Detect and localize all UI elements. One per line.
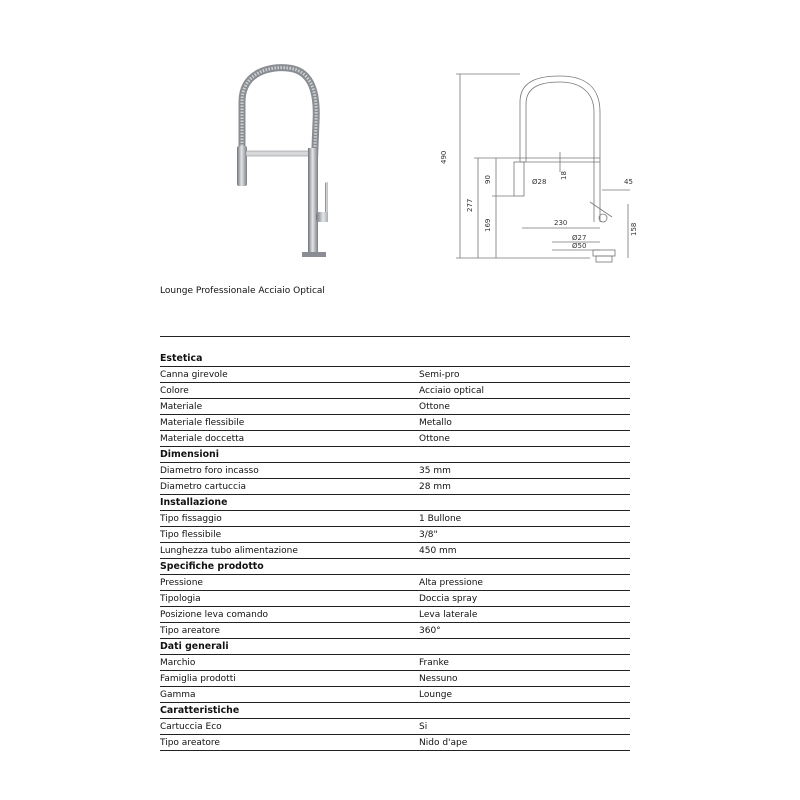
dim-45: 45 — [624, 178, 633, 186]
spec-row — [160, 592, 630, 607]
spec-value: Doccia spray — [419, 594, 478, 604]
dim-277: 277 — [466, 198, 474, 212]
dim-18: 18 — [560, 171, 568, 180]
spec-label: Materiale doccetta — [160, 434, 245, 444]
spec-label: Lunghezza tubo alimentazione — [160, 546, 298, 556]
spec-value: Si — [419, 722, 428, 732]
product-caption: Lounge Professionale Acciaio Optical — [160, 286, 325, 296]
spec-row — [160, 688, 630, 703]
spec-label: Posizione leva comando — [160, 610, 269, 620]
spec-value: Ottone — [419, 402, 450, 412]
spec-row — [160, 432, 630, 447]
spec-label: Cartuccia Eco — [160, 722, 222, 732]
spec-label: Marchio — [160, 658, 196, 668]
spec-row — [160, 464, 630, 479]
spec-row — [160, 656, 630, 671]
spec-value: Leva laterale — [419, 610, 478, 620]
dim-27: Ø27 — [572, 234, 587, 242]
spec-row — [160, 736, 630, 751]
faucet-photo — [228, 62, 328, 258]
spec-value: Lounge — [419, 690, 453, 700]
spec-value: 450 mm — [419, 546, 457, 556]
spec-label: Tipo areatore — [160, 626, 220, 636]
dim-50: Ø50 — [572, 242, 587, 250]
section-heading: Dati generali — [160, 639, 630, 655]
dim-169: 169 — [484, 218, 492, 232]
spec-value: Semi-pro — [419, 370, 460, 380]
spec-label: Materiale — [160, 402, 203, 412]
spec-value: Acciaio optical — [419, 386, 484, 396]
spec-label: Gamma — [160, 690, 196, 700]
spec-row — [160, 672, 630, 687]
spec-row — [160, 720, 630, 735]
spec-value: Ottone — [419, 434, 450, 444]
spec-label: Tipo fissaggio — [160, 514, 222, 524]
spec-label: Tipologia — [160, 594, 201, 604]
section-heading: Estetica — [160, 337, 630, 367]
spec-table — [160, 336, 630, 751]
spec-label: Tipo areatore — [160, 738, 220, 748]
spec-label: Pressione — [160, 578, 203, 588]
spec-row — [160, 544, 630, 559]
spec-row — [160, 400, 630, 415]
spec-row — [160, 384, 630, 399]
dim-28: Ø28 — [532, 178, 547, 186]
spec-value: 28 mm — [419, 482, 451, 492]
section-heading: Dimensioni — [160, 447, 630, 463]
spec-value: Alta pressione — [419, 578, 483, 588]
section-heading: Specifiche prodotto — [160, 559, 630, 575]
spec-label: Famiglia prodotti — [160, 674, 236, 684]
spec-label: Canna girevole — [160, 370, 228, 380]
spec-value: Metallo — [419, 418, 452, 428]
dim-490: 490 — [440, 150, 448, 164]
spec-row — [160, 624, 630, 639]
spec-label: Diametro foro incasso — [160, 466, 259, 476]
spec-value: 3/8" — [419, 530, 438, 540]
spec-value: 1 Bullone — [419, 514, 462, 524]
spec-label: Tipo flessibile — [160, 530, 222, 540]
spec-value: Nido d'ape — [419, 738, 468, 748]
spec-label: Colore — [160, 386, 189, 396]
spec-value: Nessuno — [419, 674, 458, 684]
spec-row — [160, 608, 630, 623]
spec-row — [160, 368, 630, 383]
spec-row — [160, 480, 630, 495]
dim-90: 90 — [484, 175, 492, 184]
spec-label: Materiale flessibile — [160, 418, 245, 428]
spec-value: 360° — [419, 626, 441, 636]
spec-row — [160, 576, 630, 591]
section-heading: Caratteristiche — [160, 703, 630, 719]
dim-230: 230 — [554, 219, 568, 227]
spec-value: Franke — [419, 658, 449, 668]
dimension-drawing — [440, 72, 640, 272]
section-heading: Installazione — [160, 495, 630, 511]
spec-label: Diametro cartuccia — [160, 482, 246, 492]
dim-158: 158 — [630, 222, 638, 236]
spec-row — [160, 528, 630, 543]
spec-value: 35 mm — [419, 466, 451, 476]
spec-row — [160, 416, 630, 431]
spec-row — [160, 512, 630, 527]
